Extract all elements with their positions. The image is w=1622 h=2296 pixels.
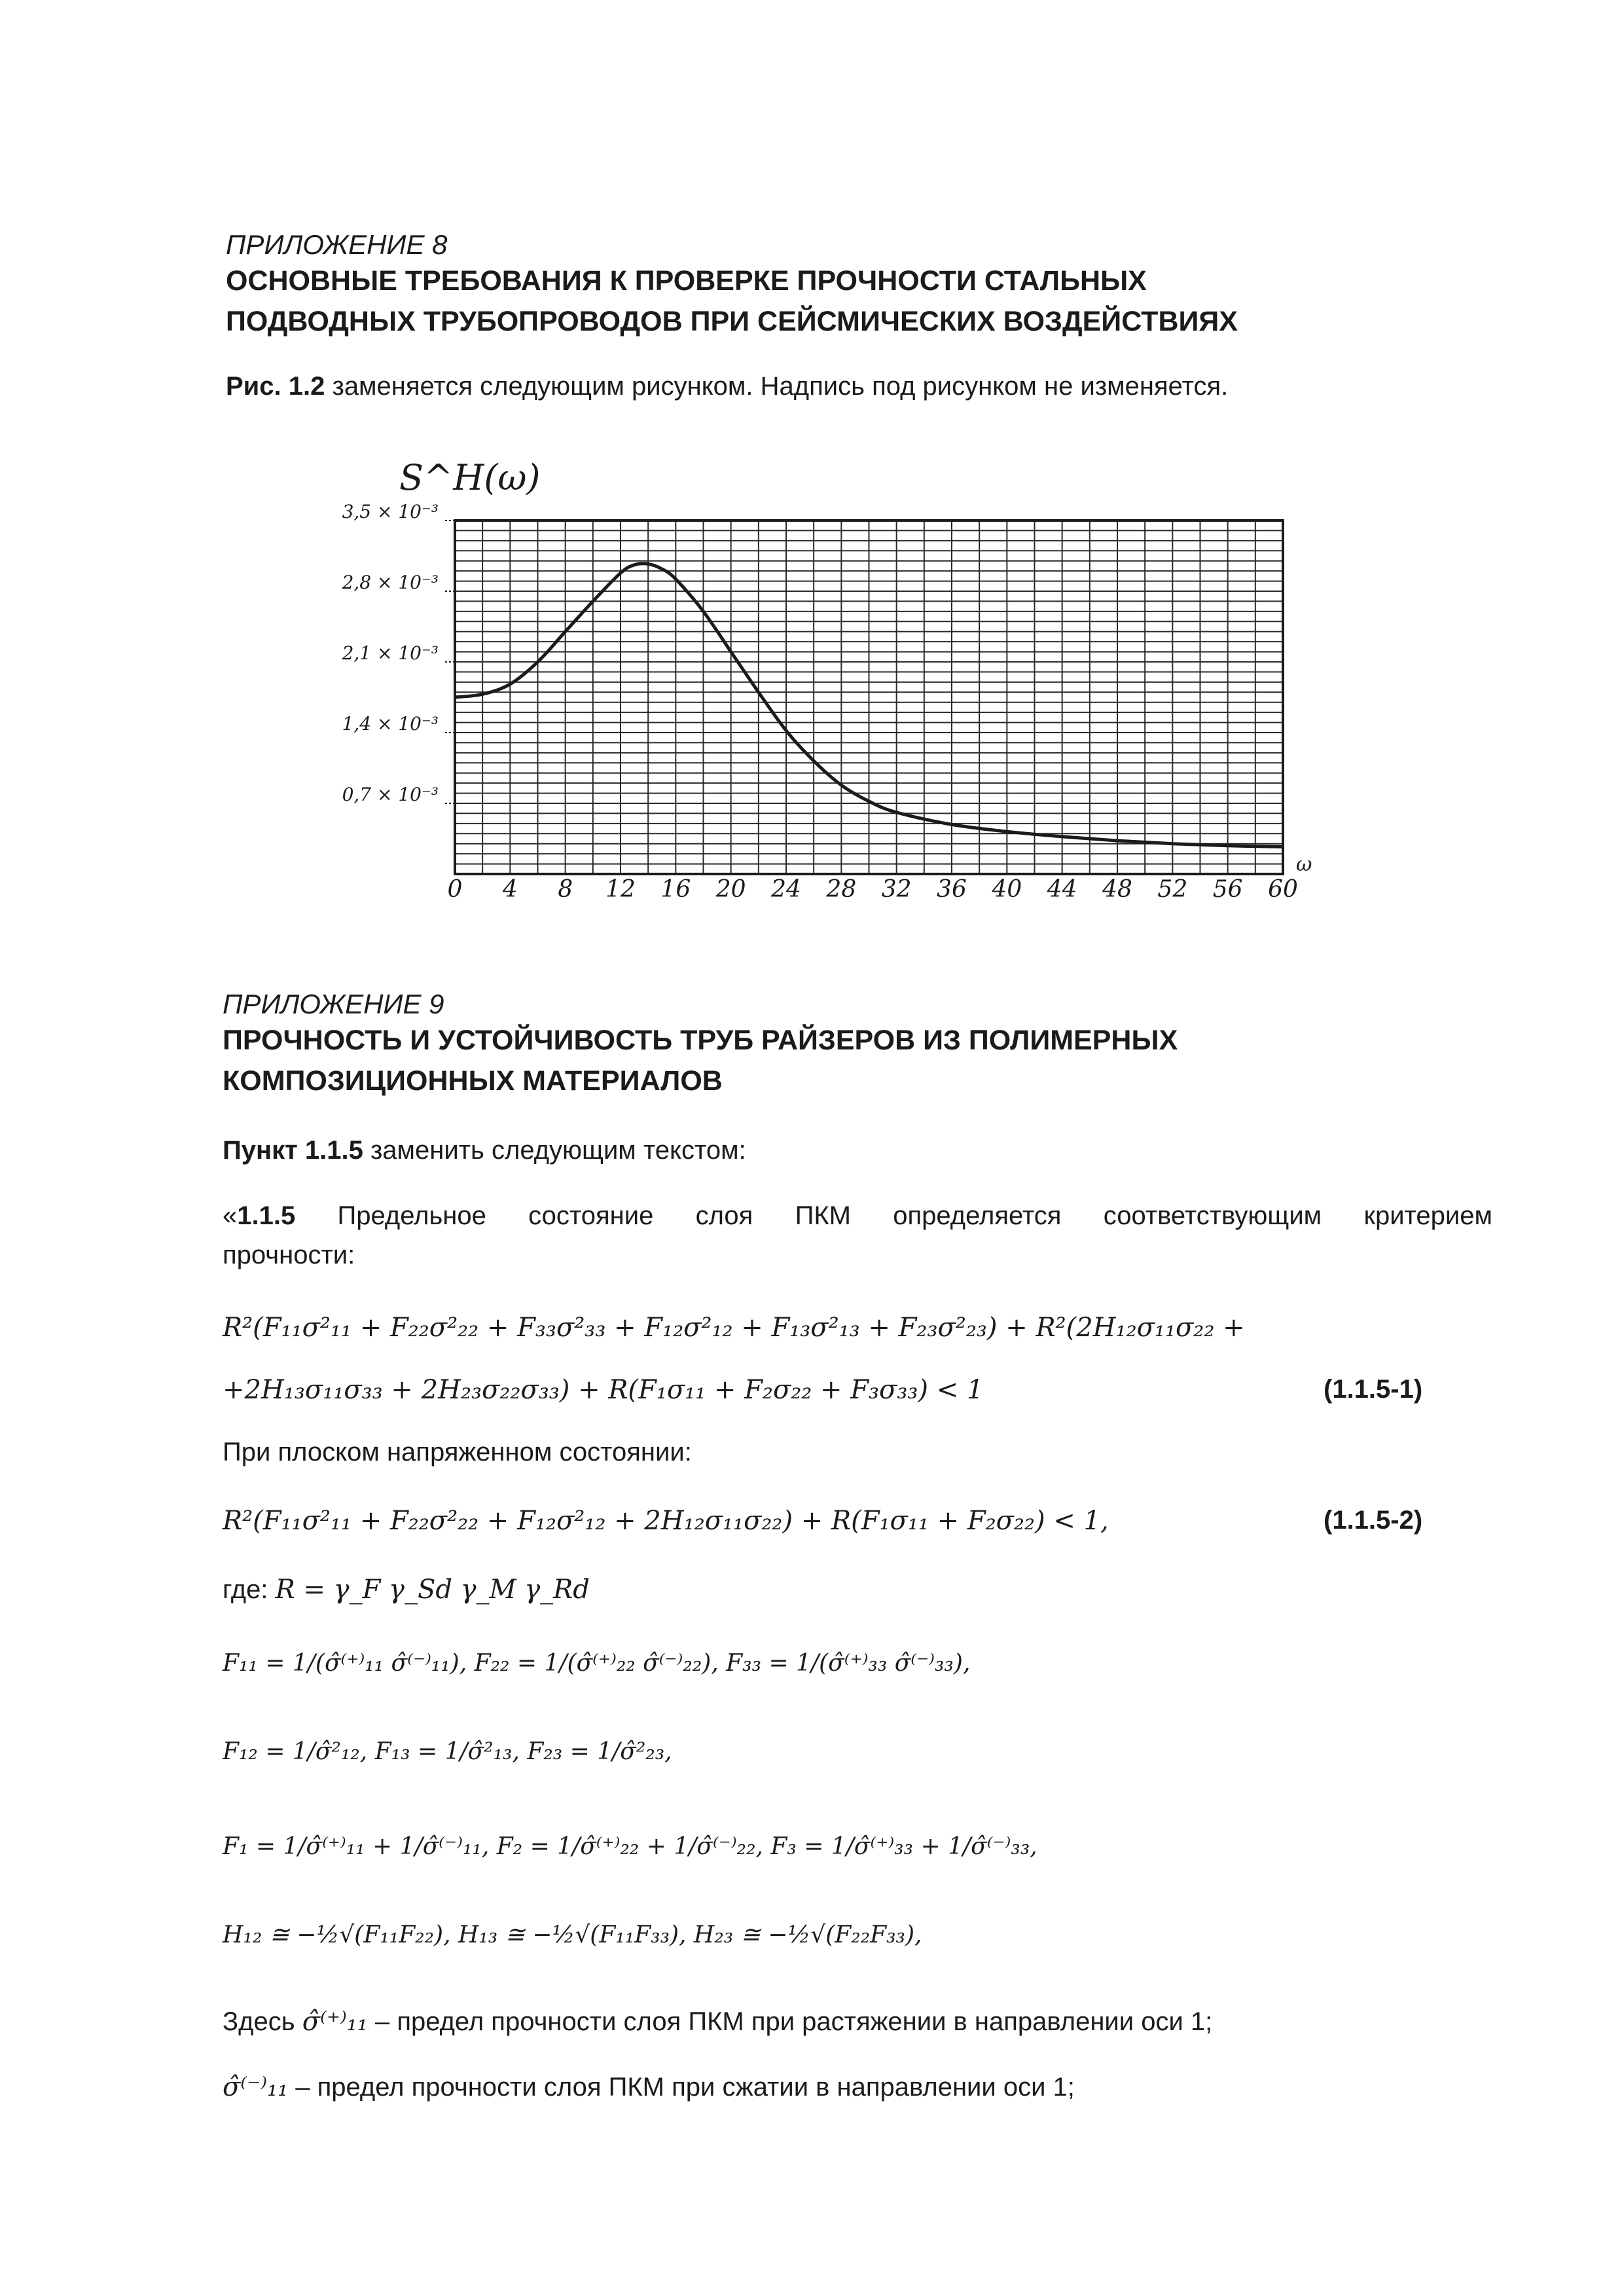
appendix9-title-line2: КОМПОЗИЦИОННЫХ МАТЕРИАЛОВ bbox=[223, 1065, 723, 1097]
here-prefix: Здесь bbox=[223, 2007, 302, 2036]
chart-ylabel: S^H(ω) bbox=[399, 457, 541, 498]
clause-first-line bbox=[223, 1201, 1492, 1231]
equation-1-line2: +2H₁₃σ₁₁σ₃₃ + 2H₂₃σ₂₂σ₃₃) + R(F₁σ₁₁ + F₂σ₂₂ + F₃σ₃₃) < 1 bbox=[223, 1375, 984, 1405]
tension-text: – предел прочности слоя ПКМ при растяжении в направлении оси 1; bbox=[367, 2007, 1213, 2036]
definition-tension bbox=[223, 2007, 1212, 2037]
compression-text: – предел прочности слоя ПКМ при сжатии в направлении оси 1; bbox=[288, 2073, 1075, 2102]
definition-compression bbox=[223, 2072, 1075, 2102]
figure-ref: Рис. 1.2 bbox=[226, 372, 325, 401]
chart-ytick-label: 3,5 × 10⁻³ bbox=[342, 501, 439, 522]
appendix8-label: ПРИЛОЖЕНИЕ 8 bbox=[226, 229, 448, 260]
f-diagonal-terms: F₁₁ = 1/(σ̂⁽⁺⁾₁₁ σ̂⁽⁻⁾₁₁), F₂₂ = 1/(σ̂⁽⁺⁾₂₂ σ̂⁽⁻⁾₂₂), F₃₃ = 1/(σ̂⁽⁺⁾₃₃ σ̂⁽⁻⁾₃₃), bbox=[223, 1650, 971, 1677]
appendix9-label: ПРИЛОЖЕНИЕ 9 bbox=[223, 989, 444, 1019]
equation-2-number: (1.1.5-2) bbox=[1324, 1506, 1423, 1535]
chart-ytick-label: 2,1 × 10⁻³ bbox=[342, 642, 439, 664]
sigma-minus-11: σ̂⁽⁻⁾₁₁ bbox=[223, 2072, 289, 2102]
chart-ytick-label: 0,7 × 10⁻³ bbox=[342, 784, 439, 805]
equation-1-line1: R²(F₁₁σ²₁₁ + F₂₂σ²₂₂ + F₃₃σ²₃₃ + F₁₂σ²₁₂ + F₁₃σ²₁₃ + F₂₃σ²₂₃) + R²(2H₁₂σ₁₁σ₂₂ + bbox=[223, 1313, 1245, 1343]
chart-xtick-label: 56 bbox=[1212, 876, 1243, 903]
appendix9-title-line1: ПРОЧНОСТЬ И УСТОЙЧИВОСТЬ ТРУБ РАЙЗЕРОВ ИЗ ПОЛИМЕРНЫХ bbox=[223, 1025, 1178, 1056]
chart-xtick-label: 0 bbox=[447, 876, 463, 903]
where-label: где: bbox=[223, 1575, 276, 1604]
where-line bbox=[223, 1575, 590, 1605]
clause-number: 1.1.5 bbox=[237, 1201, 296, 1230]
chart-xtick-label: 52 bbox=[1157, 876, 1188, 903]
chart-xtick-label: 48 bbox=[1102, 876, 1132, 903]
chart-xtick-label: 32 bbox=[881, 876, 912, 903]
chart-ytick-label: 2,8 × 10⁻³ bbox=[342, 572, 439, 593]
spectral-density-chart bbox=[327, 445, 1348, 917]
appendix8-title-line2: ПОДВОДНЫХ ТРУБОПРОВОДОВ ПРИ СЕЙСМИЧЕСКИХ ВОЗДЕЙСТВИЯХ bbox=[226, 306, 1238, 337]
figure-note-text: заменяется следующим рисунком. Надпись под рисунком не изменяется. bbox=[325, 372, 1229, 401]
chart-xlabel: ω bbox=[1296, 853, 1312, 876]
chart-xtick-label: 40 bbox=[992, 876, 1022, 903]
chart-xtick-label: 4 bbox=[502, 876, 518, 903]
chart-xtick-label: 44 bbox=[1047, 876, 1077, 903]
point-replacement-note bbox=[223, 1136, 746, 1165]
chart-xtick-label: 28 bbox=[826, 876, 857, 903]
figure-replacement-note bbox=[226, 372, 1228, 401]
chart-xtick-label: 16 bbox=[660, 876, 691, 903]
h-terms: H₁₂ ≅ −½√(F₁₁F₂₂), H₁₃ ≅ −½√(F₁₁F₃₃), H₂₃ ≅ −½√(F₂₂F₃₃), bbox=[223, 1922, 922, 1948]
chart-xtick-label: 24 bbox=[771, 876, 801, 903]
equation-2: R²(F₁₁σ²₁₁ + F₂₂σ²₂₂ + F₁₂σ²₁₂ + 2H₁₂σ₁₁σ₂₂) + R(F₁σ₁₁ + F₂σ₂₂) < 1, bbox=[223, 1506, 1109, 1536]
chart-xtick-label: 60 bbox=[1268, 876, 1298, 903]
chart-xtick-label: 12 bbox=[605, 876, 636, 903]
point-note-text: заменить следующим текстом: bbox=[363, 1136, 746, 1165]
f-shear-terms: F₁₂ = 1/σ̂²₁₂, F₁₃ = 1/σ̂²₁₃, F₂₃ = 1/σ̂²₂₃, bbox=[223, 1738, 672, 1765]
where-formula: R = γ_F γ_Sd γ_M γ_Rd bbox=[275, 1575, 590, 1605]
point-ref: Пункт 1.1.5 bbox=[223, 1136, 363, 1165]
chart-xtick-label: 36 bbox=[937, 876, 967, 903]
clause-open-quote: « bbox=[223, 1201, 238, 1230]
clause-text-line2: прочности: bbox=[223, 1241, 355, 1269]
clause-text-line1: Предельное состояние слоя ПКМ определяется соответствующим критерием bbox=[295, 1201, 1492, 1230]
chart-xtick-label: 20 bbox=[715, 876, 746, 903]
appendix8-title-line1: ОСНОВНЫЕ ТРЕБОВАНИЯ К ПРОВЕРКЕ ПРОЧНОСТИ СТАЛЬНЫХ bbox=[226, 265, 1147, 297]
plane-stress-text: При плоском напряженном состоянии: bbox=[223, 1438, 692, 1467]
f-linear-terms: F₁ = 1/σ̂⁽⁺⁾₁₁ + 1/σ̂⁽⁻⁾₁₁, F₂ = 1/σ̂⁽⁺⁾₂₂ + 1/σ̂⁽⁻⁾₂₂, F₃ = 1/σ̂⁽⁺⁾₃₃ + 1/σ̂⁽⁻⁾₃₃, bbox=[223, 1833, 1037, 1860]
chart-xtick-label: 8 bbox=[558, 876, 573, 903]
sigma-plus-11: σ̂⁽⁺⁾₁₁ bbox=[302, 2007, 368, 2037]
chart-ytick-label: 1,4 × 10⁻³ bbox=[342, 713, 439, 735]
equation-1-number: (1.1.5-1) bbox=[1324, 1375, 1423, 1404]
